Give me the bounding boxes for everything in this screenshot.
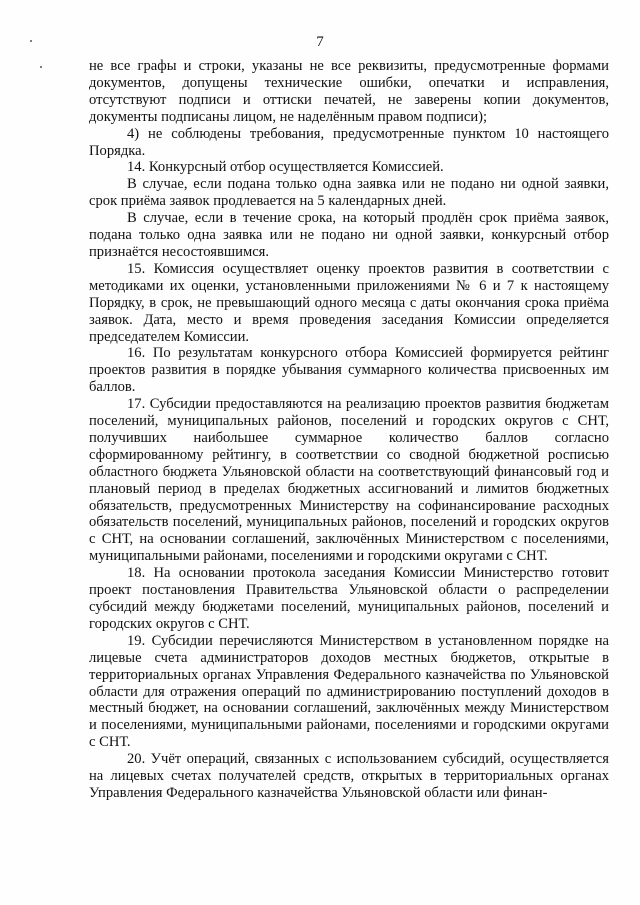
paragraph-19: 19. Субсидии перечисляются Министерством в установленном порядке на лицевые счета администраторов доходов местных бюджетов, открытые в территориальных органах Управления Федерального казначейства по Ульяновской области для отражения операций по администрированию поступлений доходов в местный бюджет, на основании соглашений, заключённых между Министерством и поселениями, муниципальными районами, поселениями и городскими округами с СНТ. bbox=[89, 632, 609, 751]
paragraph-20: 20. Учёт операций, связанных с использованием субсидий, осуществляется на лицевых счетах получателей средств, открытых в территориальных органах Управления Федерального казначейства Ульяновской области или финан- bbox=[89, 751, 609, 801]
paragraph-continuation: не все графы и строки, указаны не все реквизиты, предусмотренные формами документов, допущены технические ошибки, опечатки и исправления, отсутствуют подписи и оттиски печатей, не заверены копии документов, документы подписаны лицом, не наделённым правом подписи); bbox=[89, 58, 609, 125]
paragraph-15: 15. Комиссия осуществляет оценку проектов развития в соответствии с методиками их оценки, установленными приложениями № 6 и 7 к настоящему Порядку, в срок, не превышающий одного месяца с даты окончания срока приёма заявок. Дата, место и время проведения заседания Комиссии определяется председателем Комиссии. bbox=[89, 260, 609, 345]
paragraph-17: 17. Субсидии предоставляются на реализацию проектов развития бюджетам поселений, муниципальных районов, поселений и городских округов с СНТ, получивших наибольшее суммарное количество баллов согласно сформированному рейтингу, в соответствии со сводной бюджетной росписью областного бюджета Ульяновской области на соответствующий финансовый год и плановый период в пределах бюджетных ассигнований и лимитов бюджетных обязательств, предусмотренных Министерству на софинансирование расходных обязательств поселений, муниципальных районов, поселений и городских округов с СНТ, на основании соглашений, заключённых Министерством с поселениями, муниципальными районами, поселениями и городскими округами с СНТ. bbox=[89, 396, 609, 565]
scan-speck bbox=[40, 66, 42, 68]
paragraph-14-case-2: В случае, если в течение срока, на который продлён срок приёма заявок, подана только одна заявка или не подано ни одной заявки, конкурсный отбор признаётся несостоявшимся. bbox=[89, 210, 609, 260]
paragraph-item-4: 4) не соблюдены требования, предусмотренные пунктом 10 настоящего Порядка. bbox=[89, 125, 609, 159]
paragraph-16: 16. По результатам конкурсного отбора Комиссией формируется рейтинг проектов развития в порядке убывания суммарного количества присвоенных им баллов. bbox=[89, 345, 609, 396]
paragraph-14: 14. Конкурсный отбор осуществляется Комиссией. bbox=[127, 159, 444, 176]
page-number: 7 bbox=[316, 34, 324, 50]
document-body bbox=[89, 58, 609, 802]
scan-speck bbox=[30, 40, 32, 42]
paragraph-18: 18. На основании протокола заседания Комиссии Министерство готовит проект постановления Правительства Ульяновской области о распределении субсидий между бюджетами поселений, муниципальных районов, поселений и городских округов с СНТ. bbox=[89, 565, 609, 632]
paragraph-14-case-1: В случае, если подана только одна заявка или не подано ни одной заявки, срок приёма заявок продлевается на 5 календарных дней. bbox=[89, 176, 609, 210]
